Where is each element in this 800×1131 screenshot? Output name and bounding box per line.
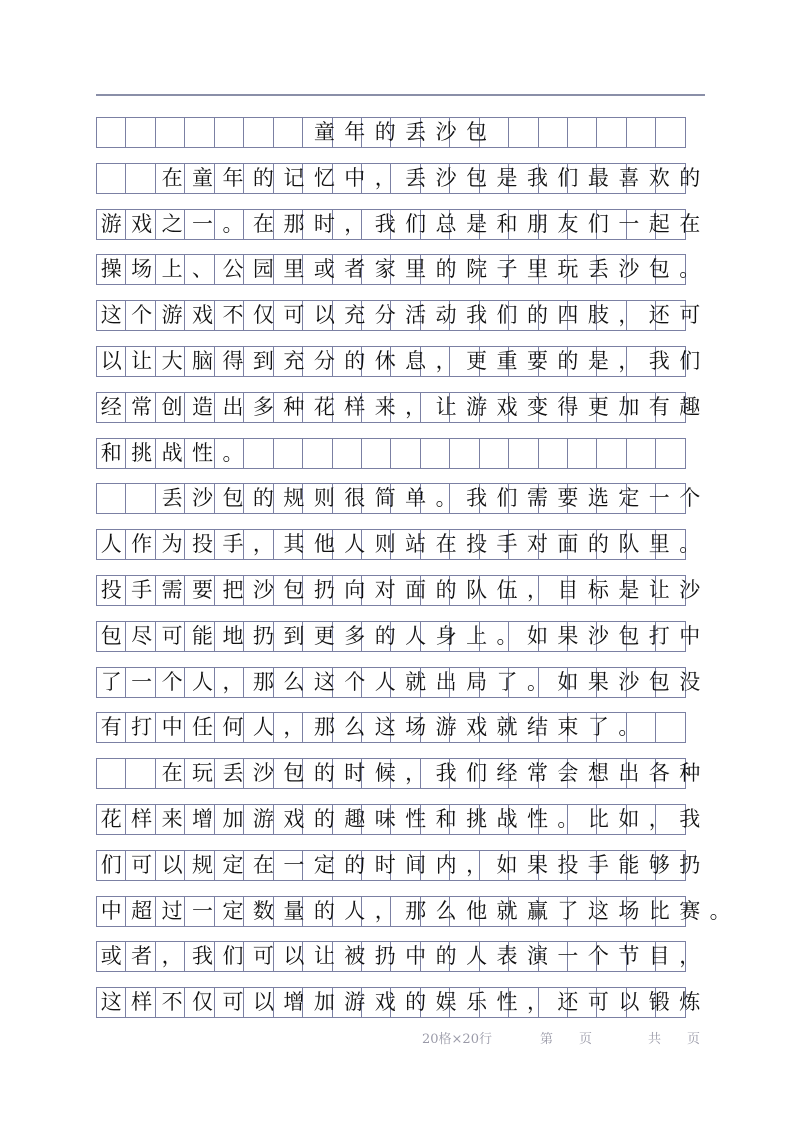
essay-line: 包尽可能地扔到更多的人身上。如果沙包打中 [100,623,710,648]
grid-cell [420,438,450,469]
essay-line: 和挑战性。 [100,440,253,465]
grid-cell [567,117,597,148]
essay-line: 这样不仅可以增加游戏的娱乐性，还可以锻炼 [100,990,710,1015]
title-row [96,117,736,148]
essay-line: 在童年的记忆中，丢沙包是我们最喜欢的 [100,165,710,190]
grid-cell [655,712,685,743]
grid-cell [567,438,597,469]
essay-line: 中超过一定数量的人，那么他就赢了这场比赛。 [100,898,741,923]
text-row [96,254,736,285]
total-pages-label: 共 页 [648,1032,701,1047]
grid-cell [538,117,568,148]
grid-cell [273,438,303,469]
essay-line: 经常创造出多种花样来，让游戏变得更加有趣 [100,394,710,419]
text-row [96,392,736,423]
essay-line: 们可以规定在一定的时间内，如果投手能够扔 [100,852,710,877]
grid-cell [479,438,509,469]
grid-cell [626,438,656,469]
text-row [96,896,741,927]
text-row [96,804,736,835]
essay-line: 有打中任何人，那么这场游戏就结束了。 [100,715,649,740]
text-row [96,346,736,377]
text-row [96,758,736,789]
text-row [96,438,736,469]
text-row [96,300,736,331]
essay-line: 或者，我们可以让被扔中的人表演一个节目， [100,944,710,969]
grid-cell [596,117,626,148]
page-footer [420,1028,710,1046]
essay-line: 花样来增加游戏的趣味性和挑战性。比如，我 [100,807,710,831]
grid-cell [449,438,479,469]
grid-cell [361,438,391,469]
essay-line: 以让大脑得到充分的休息，更重要的是，我们 [100,349,710,373]
grid-cell [596,438,626,469]
essay-line: 操场上、公园里或者家里的院子里玩丢沙包。 [100,257,710,282]
text-row [96,529,736,560]
grid-cell [302,438,332,469]
text-row [96,621,736,652]
text-row [96,987,736,1018]
essay-line: 了一个人，那么这个人就出局了。如果沙包没 [100,669,710,694]
essay-line: 投手需要把沙包扔向对面的队伍，目标是让沙 [100,578,710,602]
text-row [96,667,736,698]
text-row [96,209,736,240]
text-row [96,712,736,743]
grid-cell [332,438,362,469]
top-rule [96,94,705,96]
text-row [96,850,736,881]
text-row [96,575,736,606]
text-row [96,163,736,194]
grid-cell [508,117,538,148]
essay-line: 人作为投手，其他人则站在投手对面的队里。 [100,532,710,557]
page-number-label: 第 页 [540,1032,593,1047]
essay-line: 游戏之一。在那时，我们总是和朋友们一起在 [100,211,710,236]
grid-cell [390,438,420,469]
grid-spec: 20格×20行 [422,1032,492,1047]
grid-cell [508,438,538,469]
essay-line: 丢沙包的规则很简单。我们需要选定一个 [100,486,710,511]
essay-line: 这个游戏不仅可以充分活动我们的四肢，还可 [100,303,710,328]
grid-cell [655,438,685,469]
grid-cell [538,438,568,469]
text-row [96,941,736,972]
text-row [96,483,736,514]
essay-title: 童年的丢沙包 [100,120,497,144]
essay-line: 在玩丢沙包的时候，我们经常会想出各种 [100,761,710,786]
grid-cell [626,117,656,148]
grid-cell [655,117,685,148]
